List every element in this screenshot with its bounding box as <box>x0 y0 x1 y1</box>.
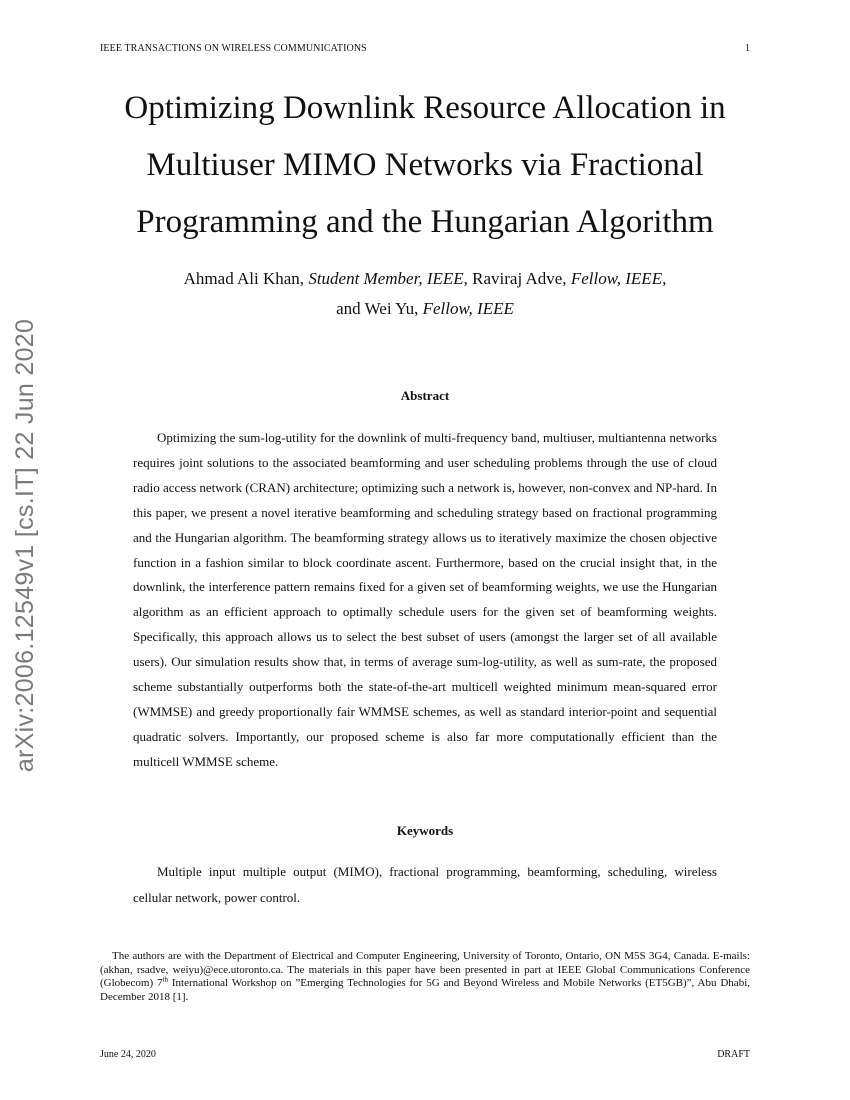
paper-title <box>100 80 750 251</box>
keywords-text: Multiple input multiple output (MIMO), fractional programming, beamforming, scheduling, wireless cellular network, power control. <box>133 864 717 905</box>
footnote-text: The authors are with the Department of Electrical and Computer Engineering, University of Toronto, Ontario, ON M5S 3G4, Canada. E-mails: (akhan, rsadve, weiyu)@ece.utoronto.ca. The materials in this paper have been presented in part at IEEE Global Communications Conference (Globecom) 7 <box>100 950 750 990</box>
running-head-journal: IEEE TRANSACTIONS ON WIRELESS COMMUNICATIONS <box>100 43 367 54</box>
author-affiliation-footnote <box>100 950 750 1004</box>
author-line-1 <box>100 264 750 294</box>
arxiv-sidebar <box>4 310 48 780</box>
author-name: Ahmad Ali Khan, <box>183 269 309 288</box>
page-number: 1 <box>745 43 750 54</box>
abstract-text: Optimizing the sum-log-utility for the downlink of multi-frequency band, multiuser, multiantenna networks requires joint solutions to the associated beamforming and user scheduling problems through the use of cloud radio access network (CRAN) architecture; optimizing such a network is, however, non-convex and NP-hard. In this paper, we present a novel iterative beamforming and scheduling strategy based on fractional programming and the Hungarian algorithm. The beamforming strategy allows us to iteratively maximize the chosen objective function in a fashion similar to block coordinate ascent. Furthermore, based on the crucial insight that, in the downlink, the interference pattern remains fixed for a given set of beamforming weights, we use the Hungarian algorithm as an efficient approach to optimally schedule users for the given set of beamforming weights. Specifically, this approach allows us to select the best subset of users (amongst the larger set of all available users). Our simulation results show that, in terms of average sum-log-utility, as well as sum-rate, the proposed scheme substantially outperforms both the state-of-the-art multicell weighted minimum mean-squared error (WMMSE) and greedy proportionally fair WMMSE schemes, as well as standard interior-point and sequential quadratic solvers. Importantly, our proposed scheme is also far more computationally efficient than the multicell WMMSE scheme. <box>133 430 717 769</box>
footnote-text-continued: International Workshop on ”Emerging Technologies for 5G and Beyond Wireless and Mobile Networks (ET5GB)”, Abu Dhabi, December 2018 [1]. <box>100 977 750 1003</box>
author-line-2 <box>100 294 750 324</box>
arxiv-identifier-stamp[interactable]: arXiv:2006.12549v1 [cs.IT] 22 Jun 2020 <box>11 318 40 772</box>
author-membership: Fellow, IEEE <box>422 299 514 318</box>
author-list <box>100 264 750 324</box>
keywords-heading: Keywords <box>396 823 454 838</box>
footnote-superscript: th <box>162 975 168 984</box>
title-line-2: Multiuser MIMO Networks via Fractional <box>146 147 704 183</box>
author-membership: Fellow, IEEE, <box>570 269 667 288</box>
title-line-1: Optimizing Downlink Resource Allocation in <box>124 90 726 126</box>
footer-date: June 24, 2020 <box>100 1049 156 1060</box>
title-line-3: Programming and the Hungarian Algorithm <box>136 204 714 240</box>
author-membership: Student Member, IEEE, <box>308 269 468 288</box>
abstract-heading: Abstract <box>400 388 450 403</box>
author-name: Raviraj Adve, <box>467 269 571 288</box>
footer-draft-label: DRAFT <box>717 1049 750 1060</box>
author-name: and Wei Yu, <box>336 299 423 318</box>
